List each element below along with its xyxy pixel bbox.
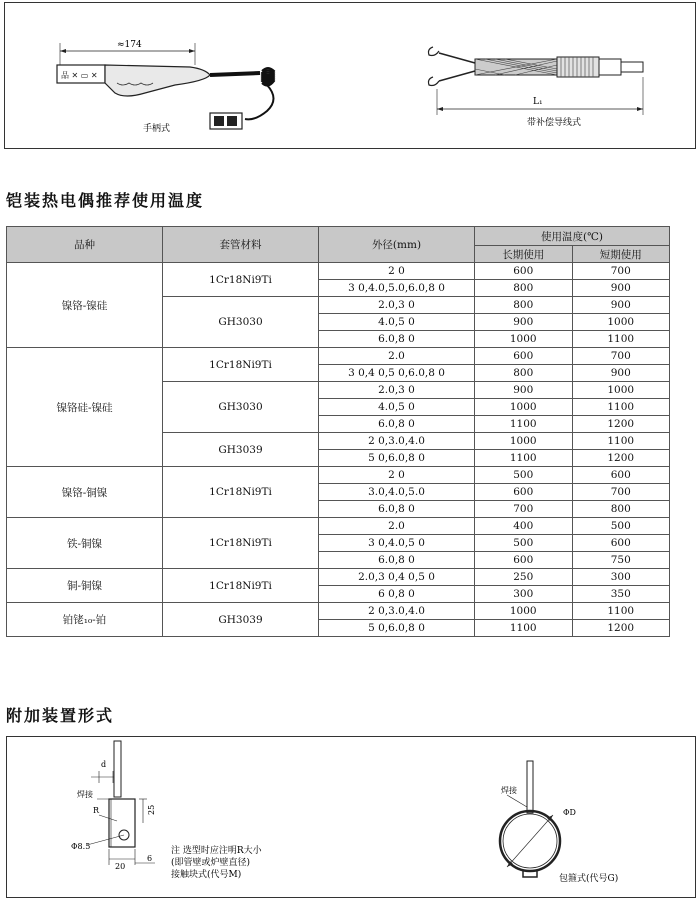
dim-6-label: 6 (147, 854, 153, 863)
short-term-cell: 800 (572, 501, 670, 518)
diameter-cell: 2.0,3 0 (319, 297, 475, 314)
diameter-cell: 5 0,6.0,8 0 (319, 450, 475, 467)
diameter-cell: 3 0,4 0,5 0,6.0,8 0 (319, 365, 475, 382)
kind-cell: 镍铬-铜镍 (7, 467, 163, 518)
handle-type-diagram (57, 40, 274, 134)
header-long-term: 长期使用 (475, 246, 573, 263)
hole-dim-label: Φ8.5 (71, 842, 91, 851)
contact-block-caption: 接触块式(代号M) (171, 870, 242, 880)
material-cell: 1Cr18Ni9Ti (163, 263, 319, 297)
dim-25-label: 25 (147, 804, 156, 815)
long-term-cell: 800 (475, 297, 573, 314)
short-term-cell: 1100 (572, 399, 670, 416)
short-term-cell: 500 (572, 518, 670, 535)
short-term-cell: 900 (572, 280, 670, 297)
long-term-cell: 800 (475, 365, 573, 382)
header-short-term: 短期使用 (572, 246, 670, 263)
clamp-caption: 包箍式(代号G) (559, 874, 619, 884)
diameter-cell: 6.0,8 0 (319, 552, 475, 569)
short-term-cell: 350 (572, 586, 670, 603)
long-term-cell: 300 (475, 586, 573, 603)
table-row (7, 603, 670, 620)
short-term-cell: 1200 (572, 416, 670, 433)
weld-label: 焊接 (77, 790, 93, 799)
material-cell: 1Cr18Ni9Ti (163, 467, 319, 518)
short-term-cell: 1000 (572, 382, 670, 399)
kind-cell: 镍铬-镍硅 (7, 263, 163, 348)
top-diagrams (5, 3, 695, 148)
d-label: d (101, 760, 107, 769)
material-cell: GH3039 (163, 433, 319, 467)
compensation-lead-diagram (429, 47, 644, 128)
long-term-cell: 1000 (475, 331, 573, 348)
diameter-cell: 6.0,8 0 (319, 501, 475, 518)
long-term-cell: 1100 (475, 620, 573, 637)
long-term-cell: 600 (475, 484, 573, 501)
short-term-cell: 1200 (572, 450, 670, 467)
section-title-temperature: 铠装热电偶推荐使用温度 (6, 191, 205, 210)
kind-cell: 铜-铜镍 (7, 569, 163, 603)
diameter-cell: 2 0 (319, 467, 475, 484)
kind-cell: 铂铑₁₀-铂 (7, 603, 163, 637)
long-term-cell: 600 (475, 263, 573, 280)
diameter-cell: 6.0,8 0 (319, 331, 475, 348)
diameter-cell: 2 0,3.0,4.0 (319, 603, 475, 620)
r-label: R (93, 806, 100, 815)
temperature-table (6, 226, 670, 637)
long-term-cell: 900 (475, 382, 573, 399)
short-term-cell: 600 (572, 535, 670, 552)
long-term-cell: 500 (475, 467, 573, 484)
diameter-cell: 2.0,3 0 (319, 382, 475, 399)
top-diagram-panel (4, 2, 696, 149)
long-term-cell: 1000 (475, 433, 573, 450)
long-term-cell: 1100 (475, 416, 573, 433)
material-cell: GH3039 (163, 603, 319, 637)
long-term-cell: 400 (475, 518, 573, 535)
selection-note-2: (即管壁或炉壁直径) (171, 858, 251, 868)
contact-block-diagram (71, 741, 263, 880)
diameter-cell: 6.0,8 0 (319, 416, 475, 433)
diameter-cell: 4.0,5 0 (319, 314, 475, 331)
dim-20-label: 20 (115, 862, 126, 871)
selection-note: 注 选型时应注明R大小 (171, 846, 262, 856)
short-term-cell: 1100 (572, 433, 670, 450)
short-term-cell: 1000 (572, 314, 670, 331)
table-row (7, 263, 670, 280)
short-term-cell: 1200 (572, 620, 670, 637)
material-cell: GH3030 (163, 297, 319, 348)
diameter-cell: 3 0,4.0,5 0 (319, 535, 475, 552)
short-term-cell: 700 (572, 263, 670, 280)
diameter-cell: 2.0 (319, 348, 475, 365)
diameter-cell: 2.0,3 0,4 0,5 0 (319, 569, 475, 586)
bottom-diagrams (7, 737, 695, 897)
long-term-cell: 600 (475, 348, 573, 365)
short-term-cell: 700 (572, 484, 670, 501)
table-row (7, 348, 670, 365)
header-temp: 使用温度(℃) (475, 227, 670, 246)
weld-label-2: 焊接 (501, 786, 517, 795)
header-material: 套管材料 (163, 227, 319, 263)
svg-text:品 ✕ ▭ ✕: 品 ✕ ▭ ✕ (61, 71, 98, 80)
long-term-cell: 500 (475, 535, 573, 552)
table-row (7, 518, 670, 535)
bottom-diagram-panel (6, 736, 696, 898)
diameter-cell: 2 0,3.0,4.0 (319, 433, 475, 450)
diameter-cell: 2 0 (319, 263, 475, 280)
short-term-cell: 750 (572, 552, 670, 569)
handle-dim-label: ≈174 (117, 40, 142, 50)
diameter-cell: 2.0 (319, 518, 475, 535)
kind-cell: 铁-铜镍 (7, 518, 163, 569)
long-term-cell: 1100 (475, 450, 573, 467)
phi-d-label: ΦD (563, 808, 576, 817)
long-term-cell: 700 (475, 501, 573, 518)
header-kind: 品种 (7, 227, 163, 263)
long-term-cell: 250 (475, 569, 573, 586)
long-term-cell: 600 (475, 552, 573, 569)
short-term-cell: 900 (572, 297, 670, 314)
diameter-cell: 3 0,4.0,5.0,6.0,8 0 (319, 280, 475, 297)
long-term-cell: 1000 (475, 399, 573, 416)
short-term-cell: 300 (572, 569, 670, 586)
material-cell: 1Cr18Ni9Ti (163, 569, 319, 603)
short-term-cell: 600 (572, 467, 670, 484)
material-cell: 1Cr18Ni9Ti (163, 518, 319, 569)
lead-dim-label: L₁ (533, 97, 543, 107)
handle-caption: 手柄式 (143, 124, 171, 134)
diameter-cell: 4.0,5 0 (319, 399, 475, 416)
diameter-cell: 5 0,6.0,8 0 (319, 620, 475, 637)
table-row (7, 467, 670, 484)
short-term-cell: 900 (572, 365, 670, 382)
material-cell: GH3030 (163, 382, 319, 433)
temperature-table-body (7, 263, 670, 637)
clamp-diagram (500, 761, 618, 884)
section-title-attachments: 附加装置形式 (6, 706, 115, 725)
diameter-cell: 6 0,8 0 (319, 586, 475, 603)
long-term-cell: 900 (475, 314, 573, 331)
header-diameter: 外径(mm) (319, 227, 475, 263)
table-row (7, 569, 670, 586)
short-term-cell: 700 (572, 348, 670, 365)
long-term-cell: 1000 (475, 603, 573, 620)
diameter-cell: 3.0,4.0,5.0 (319, 484, 475, 501)
lead-caption: 带补偿导线式 (527, 118, 582, 128)
long-term-cell: 800 (475, 280, 573, 297)
kind-cell: 镍铬硅-镍硅 (7, 348, 163, 467)
material-cell: 1Cr18Ni9Ti (163, 348, 319, 382)
short-term-cell: 1100 (572, 331, 670, 348)
short-term-cell: 1100 (572, 603, 670, 620)
